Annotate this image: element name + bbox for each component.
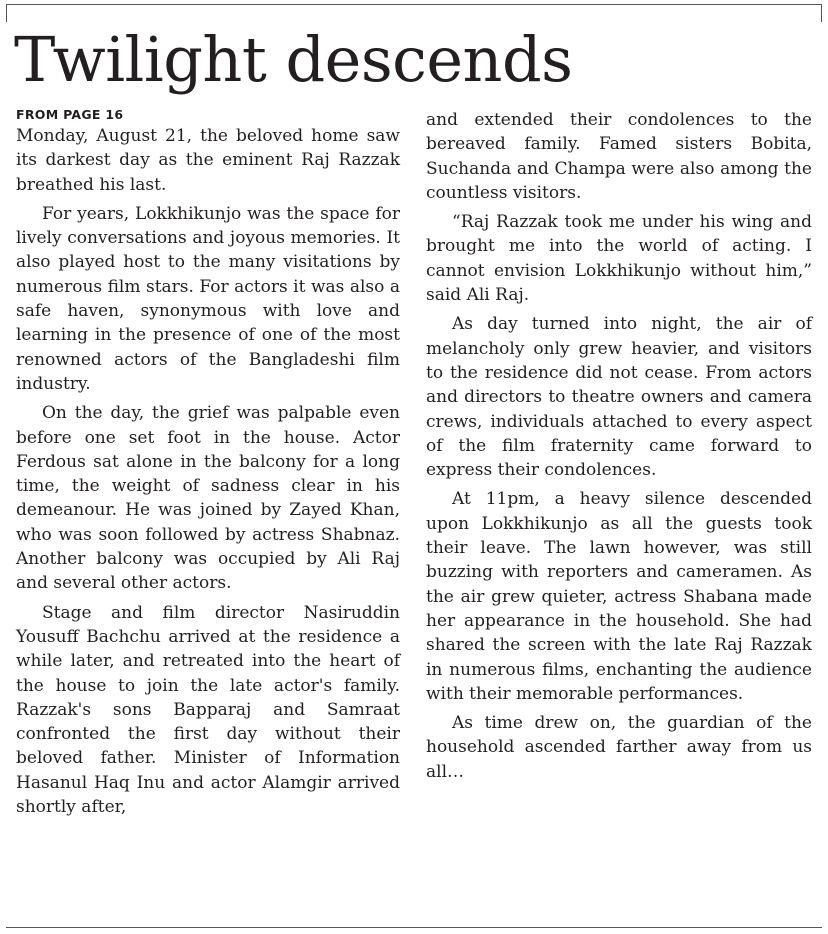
paragraph: Stage and film director Nasiruddin Yousuff Bachchu arrived at the residence a while later, and retreated into the heart of the house to join the late actor's family. Razzak's sons Bapparaj and Samraat confronted the first day without their beloved father. Minister of Information Hasanul Haq Inu and actor Alamgir arrived shortly after,	[16, 602, 400, 818]
paragraph: “Raj Razzak took me under his wing and brought me into the world of acting. I cannot envision Lokkhikunjo without him,” said Ali Raj.	[426, 212, 812, 306]
top-rule	[6, 4, 822, 5]
paragraph: For years, Lokkhikunjo was the space for lively conversations and joyous memories. It also played host to the many visitations by numerous film stars. For actors it was also a safe haven, synonymous with love and learning in the presence of one of the most renowned actors of the Bangladeshi film industry.	[16, 203, 400, 394]
article-column-right	[426, 108, 812, 789]
paragraph: On the day, the grief was palpable even before one set foot in the house. Actor Ferdous sat alone in the balcony for a long time, the weight of sadness clear in his demeanour. He was joined by Zayed Khan, who was soon followed by actress Shabnaz. Another balcony was occupied by Ali Raj and several other actors.	[16, 403, 400, 594]
paragraph: As time drew on, the guardian of the household ascended farther away from us all…	[426, 713, 812, 782]
paragraph: As day turned into night, the air of melancholy only grew heavier, and visitors to the residence did not cease. From actors and directors to theatre owners and camera crews, individuals attached to every aspect of the film fraternity came forward to express their condolences.	[426, 314, 812, 481]
left-rule	[6, 4, 7, 22]
bottom-rule	[6, 927, 822, 928]
paragraph: At 11pm, a heavy silence descended upon Lokkhikunjo as all the guests took their leave. The lawn however, was still buzzing with reporters and cameramen. As the air grew quieter, actress Shabana made her appearance in the household. She had shared the screen with the late Raj Razzak in numerous films, enchanting the audience with their memorable performances.	[426, 489, 812, 704]
jump-label: FROM PAGE 16	[16, 107, 124, 122]
headline: Twilight descends	[14, 23, 573, 96]
right-rule	[821, 4, 822, 22]
article-column-left	[16, 107, 400, 824]
paragraph: Monday, August 21, the beloved home saw its darkest day as the eminent Raj Razzak breathed his last.	[16, 126, 400, 195]
paragraph: and extended their condolences to the bereaved family. Famed sisters Bobita, Suchanda and Champa were also among the countless visitors.	[426, 110, 812, 203]
